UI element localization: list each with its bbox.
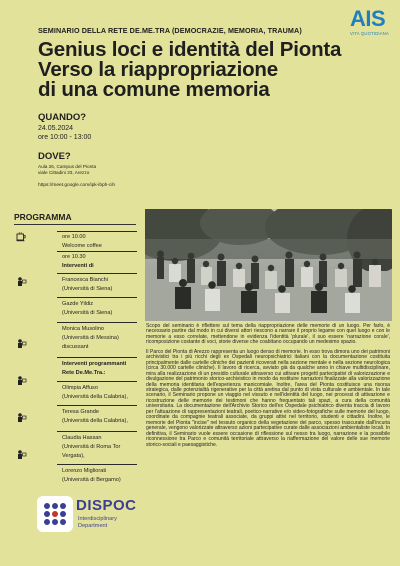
program-divider [57, 431, 137, 432]
historic-photo [145, 209, 392, 321]
program-heading: PROGRAMMA [14, 212, 72, 222]
department-subtitle: Interdisciplinary [78, 516, 117, 522]
event-time: ore 10:00 - 13:00 [38, 134, 92, 141]
department-name: DISPOC [76, 497, 137, 514]
program-item: ore 10.30 Interventi di [62, 254, 94, 269]
program-divider [57, 357, 137, 358]
address-line: viale Cittadini 33, Arezzo [38, 170, 90, 175]
speaker-icon [16, 412, 27, 423]
coffee-icon [16, 231, 27, 242]
logo-subtitle: VITA QUOTIDIANA [350, 31, 389, 36]
seminar-series-label: SEMINARIO DELLA RETE DE.ME.TRA (DEMOCRAZIE, MEMORIA, TRAUMA) [38, 26, 302, 35]
speaker-icon [16, 276, 27, 287]
program-item: Teresa Grande (Università della Calabria), [62, 409, 128, 424]
meet-link[interactable]: https://meet.google.com/ipk-ibph-cih [38, 183, 116, 188]
program-item: Francesca Bianchi (Università di Siena) [62, 277, 113, 292]
title-line: Genius loci e identità del Pionta [38, 38, 342, 61]
program-item: Olimpia Affuso (Università della Calabria), [62, 385, 128, 400]
program-item: Gazde Yildiz (Università di Siena) [62, 301, 113, 316]
ais-logo [350, 8, 396, 36]
program-divider [14, 224, 136, 225]
program-item: Monica Musolino (Università di Messina) discussant [62, 326, 119, 350]
speaker-icon [16, 338, 27, 349]
program-item: Claudia Hassan (Università di Roma Tor Vergata), [62, 435, 121, 459]
description-paragraph: Il Parco del Pionta di Arezzo rappresenta un luogo denso di memorie. In esso trova dimora uno dei patrimoni archivistici tra i più ricchi degli ex Ospedali neuropsichiatrici italiani con la documentazione costituita principalmente dalle cartelle cliniche dei pazienti ricoverati nella sezione mentale e nella sezione neurologica (circa 30.000 cartelle cliniche). Il lavoro di ricerca, avviato già da qualche anno in chiave multidisciplinare, mira alla realizzazione di un presidio culturale attraverso cui attivare progetti partecipativi di valorizzazione e divulgazione del patrimonio storico-archivistico in modo da restituire narrazioni finalizzate alla valorizzazione della memoria identitaria dell'esperienza manicomiale. Inoltre, l'area del Pionta costituisce una risorsa strategica, dalle potenzialità rigenerative per la città aretina dal punto di vista culturale e ambientale. In tale scenario, il Seminario propone un viaggio nel vissuto e nell'identità del luogo, nei processi di attivazione e ricostruzione delle memorie dei testimoni che hanno frequentato tali spazi, a cura della comunità universitaria. La documentazione dell'Archivio Storico dell'ex Ospedale psichiatrico diventa traccia di lavoro per l'attuazione di rappresentazioni teatrali, poetico-narrative e/o video-fotografiche sulle memorie del luogo, coordinate da compagnie teatrali associate, da gruppi attivi nel territorio, studenti e cittadini. Inoltre, le memorie del Pionta "incise" nel tessuto organico della vegetazione del parco, spesso trascurate dall'incuria generale, vengono valorizzate attraverso azioni partecipative curate dalle associazioni ambientaliste locali. In definitiva, il Seminario vuole essere occasione di riflessione sul nesso tra luogo, narrazione e la possibile riconnessione tra Parco e comunità territoriale attraverso la riaffermazione del valore delle sue memorie storico-sociali e paesaggistiche. [146, 348, 390, 448]
event-title [38, 40, 348, 100]
title-line: di una comune memoria [38, 78, 270, 101]
department-subtitle: Department [78, 523, 108, 529]
program-item: Lorenzo Migliorati (Università di Bergamo) [62, 468, 121, 483]
event-date: 24.05.2024 [38, 125, 74, 132]
program-divider [57, 381, 137, 382]
logo-text: AIS [350, 6, 386, 31]
title-line: Verso la riappropriazione [38, 58, 278, 81]
address-line: Aula 26, Campus del Pionta [38, 164, 97, 169]
where-heading: DOVE? [38, 151, 71, 162]
dispoc-logo-icon [35, 494, 75, 534]
program-item: Interventi programmanti Rete De.Me.Tra.: [62, 361, 127, 376]
speaker-icon [16, 449, 27, 460]
speaker-icon [16, 375, 27, 386]
program-item: ore 10.00 Welcome coffee [62, 234, 102, 249]
program-divider [57, 405, 137, 406]
description-paragraph: Scopo del seminario è riflettere sul tema della riappropriazione delle memorie di un luogo. Per farlo, è necessario partire dal modo in cui diversi attori riescono a narrare il proprio legame con quel luogo e con le memorie a esso correlate, mettendone in evidenza l'identità 'plurale', il suo essere 'narrazione corale', ricomposizione costante di voci, storie diverse che coabitano occupando un medesimo spazio. [146, 323, 390, 346]
program-divider [57, 464, 137, 465]
program-divider [57, 231, 137, 232]
program-divider [57, 297, 137, 298]
program-divider [57, 322, 137, 323]
event-description [146, 324, 390, 452]
program-divider [57, 251, 137, 252]
when-heading: QUANDO? [38, 112, 87, 123]
program-divider [57, 273, 137, 274]
